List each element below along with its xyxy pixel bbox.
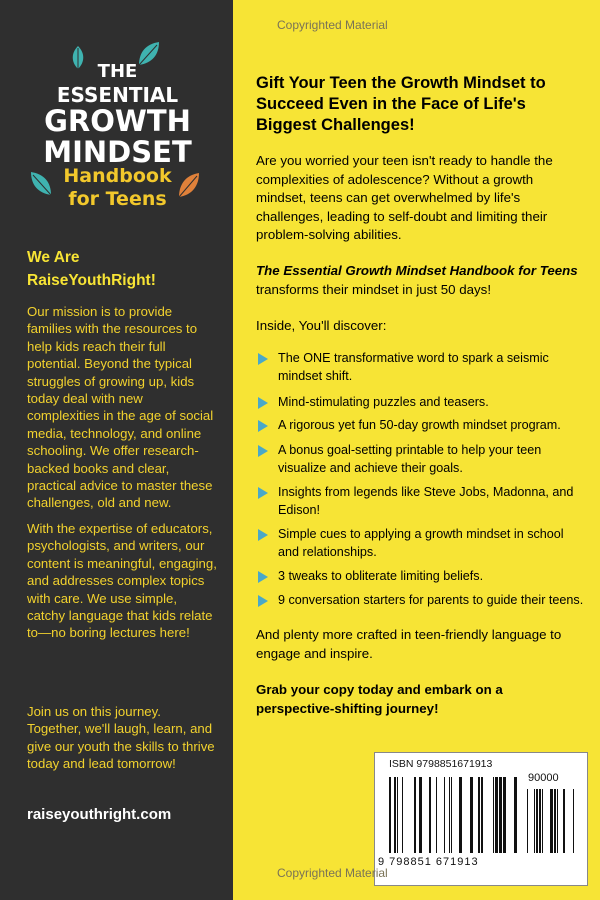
website-link[interactable]: raiseyouthright.com [27, 806, 172, 823]
barcode-bar [459, 777, 462, 853]
publisher-heading-line1: We Are [27, 249, 80, 266]
transform-paragraph [256, 262, 586, 299]
barcode-bar [394, 777, 396, 853]
list-item [256, 484, 586, 519]
list-item [256, 442, 586, 477]
barcode-bar [419, 777, 422, 853]
list-item-text: The ONE transformative word to spark a seismic mindset shift. [278, 351, 549, 383]
triangle-bullet-icon [258, 487, 268, 499]
barcode-bar [539, 789, 541, 853]
logo-line-the: THE [97, 61, 138, 82]
barcode-bar [389, 777, 391, 853]
barcode-bar [536, 789, 538, 853]
publisher-heading-line2: RaiseYouthRight! [27, 272, 156, 289]
list-item [256, 350, 586, 385]
book-logo [20, 40, 215, 215]
back-cover-heading: Gift Your Teen the Growth Mindset to Succeed Even in the Face of Life's Biggest Challenges! [256, 74, 546, 134]
logo-line-growth: GROWTH [44, 104, 191, 138]
logo-line-essential: ESSENTIAL [56, 83, 179, 107]
barcode-bar [534, 789, 535, 853]
watermark-bottom: Copyrighted Material [277, 866, 388, 880]
left-panel [0, 0, 233, 900]
triangle-bullet-icon [258, 445, 268, 457]
barcode-digits: 9 798851 671913 [378, 856, 479, 868]
barcode-bar [397, 777, 398, 853]
inside-heading: Inside, You'll discover: [256, 318, 387, 333]
join-paragraph: Join us on this journey. Together, we'll laugh, learn, and give our youth the skills to thrive today and lead tomorrow! [27, 704, 215, 772]
publisher-heading [27, 246, 156, 292]
list-item-text: Simple cues to applying a growth mindset in school and relationships. [278, 527, 564, 559]
list-item-text: Mind-stimulating puzzles and teasers. [278, 395, 489, 409]
watermark-top: Copyrighted Material [277, 18, 388, 32]
list-item [256, 592, 586, 610]
barcode-bar [527, 789, 528, 853]
list-item [256, 394, 586, 412]
barcode-bar [554, 789, 556, 853]
barcode-bar [495, 777, 498, 853]
barcode-bar [563, 789, 565, 853]
barcode-bar [478, 777, 480, 853]
barcode-bar [493, 777, 494, 853]
list-item-text: 9 conversation starters for parents to guide their teens. [278, 593, 584, 607]
expertise-paragraph: With the expertise of educators, psychologists, and writers, our content is meaningful, engaging, and addresses complex topics with care. We use simple, catchy language that kids relate to—no boring lectures here! [27, 521, 217, 641]
logo-line-handbook: Handbook [63, 165, 172, 187]
list-item-text: A bonus goal-setting printable to help your teen visualize and achieve their goals. [278, 443, 542, 475]
triangle-bullet-icon [258, 353, 268, 365]
teal-leaf-icon [68, 45, 88, 71]
barcode-bar [451, 777, 452, 853]
list-item [256, 568, 586, 586]
barcode-bar [449, 777, 450, 853]
triangle-bullet-icon [258, 420, 268, 432]
list-item [256, 417, 586, 435]
book-title-inline: The Essential Growth Mindset Handbook for Teens [256, 263, 578, 278]
list-item-text: A rigorous yet fun 50-day growth mindset program. [278, 418, 561, 432]
closing-paragraph: And plenty more crafted in teen-friendly language to engage and inspire. [256, 627, 562, 661]
triangle-bullet-icon [258, 595, 268, 607]
list-item-text: Insights from legends like Steve Jobs, Madonna, and Edison! [278, 485, 574, 517]
barcode-bar [573, 789, 574, 853]
logo-line-mindset: MINDSET [43, 135, 192, 169]
barcode-bar [444, 777, 445, 853]
barcode-bar [481, 777, 483, 853]
barcode-bar [503, 777, 506, 853]
price-code: 90000 [528, 772, 559, 784]
barcode-bar [436, 777, 437, 853]
mission-paragraph: Our mission is to provide families with the resources to help kids reach their full potential. Beyond the typical struggles of growing up, kids today deal with new complexities in the age of social media, technology, and online schooling. We offer research-backed books and clear, practical advice to master these challenges, old and new. [27, 304, 214, 511]
isbn-label: ISBN 9798851671913 [389, 758, 493, 770]
triangle-bullet-icon [258, 571, 268, 583]
intro-paragraph: Are you worried your teen isn't ready to handle the complexities of adolescence? Without a growth mindset, teens can get overwhelmed by life's challenges, leading to self-doubt and limiting their problem-solving abilities. [256, 153, 553, 242]
barcode-bar [499, 777, 502, 853]
triangle-bullet-icon [258, 397, 268, 409]
barcode-bar [542, 789, 543, 853]
transform-rest: transforms their mindset in just 50 days! [256, 281, 492, 297]
triangle-bullet-icon [258, 529, 268, 541]
barcode-bar [429, 777, 431, 853]
list-item-text: 3 tweaks to obliterate limiting beliefs. [278, 569, 484, 583]
list-item [256, 526, 586, 561]
barcode-bar [557, 789, 558, 853]
barcode-bar [550, 789, 553, 853]
barcode-bar [402, 777, 403, 853]
call-to-action: Grab your copy today and embark on a perspective-shifting journey! [256, 682, 503, 716]
barcode-bar [414, 777, 416, 853]
logo-line-for-teens: for Teens [68, 188, 167, 210]
barcode-bar [470, 777, 473, 853]
barcode-bar [514, 777, 517, 853]
